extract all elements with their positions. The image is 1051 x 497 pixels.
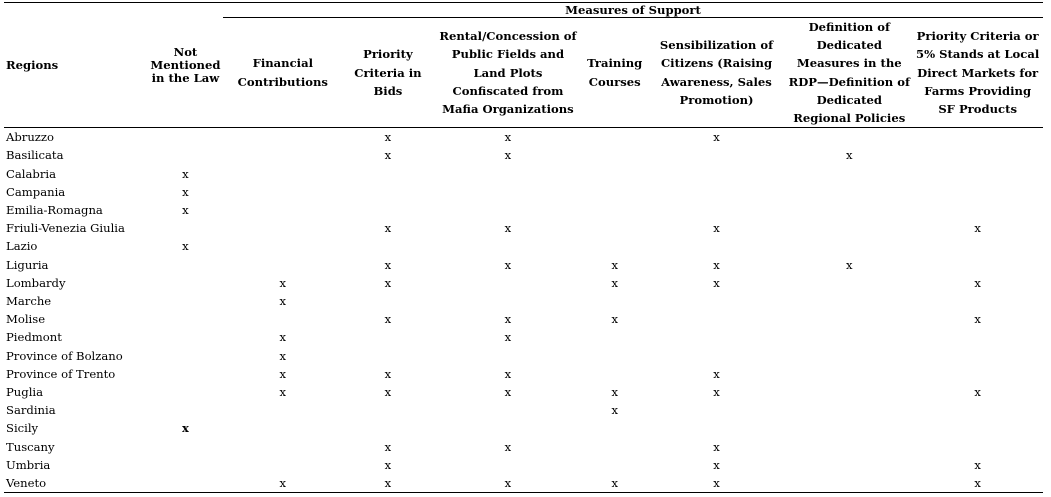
mark-cell: x bbox=[611, 312, 618, 327]
mark-cell bbox=[223, 456, 342, 474]
mark-cell bbox=[786, 438, 912, 456]
mark-cell bbox=[583, 219, 647, 237]
mark-cell bbox=[223, 401, 342, 419]
mark-cell bbox=[148, 328, 223, 346]
mark-cell bbox=[786, 347, 912, 365]
mark-cell: x bbox=[279, 294, 287, 309]
mark-cell: x bbox=[279, 275, 287, 290]
mark-cell bbox=[912, 183, 1043, 201]
mark-cell bbox=[912, 401, 1043, 419]
mark-cell bbox=[912, 201, 1043, 219]
column-header-rental-concession: Rental/Concession of Public Fields and Land Plots Confiscated from Mafia Organizations bbox=[433, 18, 582, 128]
region-cell: Province of Bolzano bbox=[6, 348, 123, 363]
region-cell: Sicily bbox=[6, 421, 39, 436]
mark-cell bbox=[583, 456, 647, 474]
mark-cell bbox=[343, 401, 434, 419]
table-body bbox=[4, 128, 1043, 493]
mark-cell bbox=[433, 401, 582, 419]
mark-cell: x bbox=[279, 330, 287, 345]
table-row bbox=[4, 365, 1043, 383]
region-cell: Emilia-Romagna bbox=[6, 203, 103, 218]
region-cell: Piedmont bbox=[6, 330, 62, 345]
region-cell: Lombardy bbox=[6, 275, 66, 290]
mark-cell bbox=[786, 365, 912, 383]
mark-cell bbox=[223, 438, 342, 456]
mark-cell: x bbox=[504, 439, 512, 454]
mark-cell: x bbox=[504, 385, 512, 400]
mark-cell: x bbox=[713, 457, 720, 472]
mark-cell bbox=[433, 183, 582, 201]
mark-cell: x bbox=[974, 457, 981, 472]
mark-cell bbox=[148, 128, 223, 147]
table-row bbox=[4, 146, 1043, 164]
mark-cell bbox=[583, 419, 647, 437]
table-row bbox=[4, 401, 1043, 419]
mark-cell: x bbox=[912, 474, 1043, 493]
region-cell: Abruzzo bbox=[6, 130, 54, 145]
mark-cell bbox=[223, 237, 342, 255]
mark-cell bbox=[583, 292, 647, 310]
mark-cell: x bbox=[845, 148, 853, 163]
mark-cell bbox=[786, 219, 912, 237]
table-row bbox=[4, 201, 1043, 219]
mark-cell: x bbox=[343, 474, 434, 493]
table-row bbox=[4, 438, 1043, 456]
mark-cell bbox=[583, 183, 647, 201]
mark-cell: x bbox=[279, 385, 287, 400]
mark-cell: x bbox=[182, 203, 189, 218]
mark-cell bbox=[647, 237, 786, 255]
measures-of-support-header: Measures of Support bbox=[223, 3, 1043, 18]
mark-cell bbox=[583, 128, 647, 147]
mark-cell: x bbox=[279, 366, 287, 381]
mark-cell bbox=[148, 401, 223, 419]
region-cell: Campania bbox=[6, 184, 66, 199]
mark-cell: x bbox=[974, 385, 981, 400]
mark-cell bbox=[583, 165, 647, 183]
mark-cell bbox=[912, 419, 1043, 437]
mark-cell bbox=[647, 146, 786, 164]
mark-cell bbox=[912, 328, 1043, 346]
header-row-group bbox=[4, 3, 1043, 18]
mark-cell bbox=[583, 146, 647, 164]
mark-cell bbox=[148, 292, 223, 310]
region-cell: Umbria bbox=[6, 457, 51, 472]
mark-cell: x bbox=[384, 257, 392, 272]
region-cell: Liguria bbox=[6, 257, 49, 272]
mark-cell bbox=[223, 146, 342, 164]
region-cell: Marche bbox=[6, 294, 52, 309]
mark-cell: x bbox=[713, 221, 720, 236]
table-row bbox=[4, 274, 1043, 292]
mark-cell bbox=[223, 419, 342, 437]
mark-cell: x bbox=[504, 366, 512, 381]
mark-cell bbox=[148, 310, 223, 328]
region-cell: Sardinia bbox=[6, 403, 56, 418]
mark-cell bbox=[583, 328, 647, 346]
mark-cell bbox=[433, 237, 582, 255]
mark-cell: x bbox=[713, 130, 720, 145]
mark-cell: x bbox=[713, 385, 720, 400]
mark-cell bbox=[912, 292, 1043, 310]
mark-cell: x bbox=[583, 474, 647, 493]
mark-cell: x bbox=[279, 348, 287, 363]
mark-cell bbox=[148, 219, 223, 237]
mark-cell bbox=[433, 274, 582, 292]
mark-cell bbox=[343, 328, 434, 346]
region-cell: Basilicata bbox=[6, 148, 64, 163]
table-row bbox=[4, 310, 1043, 328]
mark-cell bbox=[786, 401, 912, 419]
mark-cell bbox=[786, 328, 912, 346]
table-row bbox=[4, 128, 1043, 147]
mark-cell: x bbox=[504, 130, 512, 145]
mark-cell: x bbox=[713, 439, 720, 454]
mark-cell bbox=[343, 237, 434, 255]
mark-cell bbox=[148, 365, 223, 383]
mark-cell bbox=[786, 165, 912, 183]
table-row bbox=[4, 219, 1043, 237]
mark-cell: x bbox=[974, 275, 981, 290]
table-row bbox=[4, 256, 1043, 274]
mark-cell: x bbox=[384, 439, 392, 454]
mark-cell: x bbox=[974, 312, 981, 327]
region-cell: Tuscany bbox=[6, 439, 55, 454]
column-header-local-markets: Priority Criteria or 5% Stands at Local Direct Markets for Farms Providing SF Products bbox=[912, 18, 1043, 128]
mark-cell bbox=[343, 347, 434, 365]
mark-cell: x bbox=[974, 221, 981, 236]
mark-cell bbox=[647, 328, 786, 346]
mark-cell: x bbox=[611, 257, 618, 272]
mark-cell bbox=[786, 419, 912, 437]
mark-cell bbox=[583, 347, 647, 365]
mark-cell bbox=[647, 292, 786, 310]
mark-cell bbox=[786, 383, 912, 401]
mark-cell: x bbox=[433, 474, 582, 493]
mark-cell bbox=[786, 183, 912, 201]
mark-cell bbox=[647, 201, 786, 219]
mark-cell bbox=[148, 438, 223, 456]
mark-cell: x bbox=[181, 421, 189, 436]
mark-cell: x bbox=[647, 474, 786, 493]
mark-cell: x bbox=[223, 474, 342, 493]
mark-cell bbox=[343, 419, 434, 437]
mark-cell: x bbox=[504, 257, 512, 272]
table-row bbox=[4, 419, 1043, 437]
mark-cell: x bbox=[713, 366, 720, 381]
support-measures-table bbox=[4, 2, 1043, 493]
mark-cell: x bbox=[384, 275, 392, 290]
column-header-not-mentioned: Not Mentioned in the Law bbox=[148, 3, 223, 128]
mark-cell: x bbox=[845, 257, 853, 272]
mark-cell: x bbox=[182, 239, 189, 254]
mark-cell: x bbox=[384, 366, 392, 381]
support-measures-table-container bbox=[4, 2, 1043, 493]
mark-cell bbox=[647, 183, 786, 201]
mark-cell bbox=[647, 401, 786, 419]
mark-cell bbox=[223, 256, 342, 274]
mark-cell bbox=[786, 201, 912, 219]
table-row bbox=[4, 165, 1043, 183]
column-header-sensibilization: Sensibilization of Citizens (Raising Awareness, Sales Promotion) bbox=[647, 18, 786, 128]
column-header-financial-contributions: Financial Contributions bbox=[223, 18, 342, 128]
region-cell: Friuli-Venezia Giulia bbox=[6, 221, 125, 236]
table-row bbox=[4, 237, 1043, 255]
mark-cell: x bbox=[384, 148, 392, 163]
mark-cell bbox=[786, 128, 912, 147]
mark-cell bbox=[433, 419, 582, 437]
mark-cell bbox=[343, 165, 434, 183]
region-cell: Lazio bbox=[6, 239, 38, 254]
mark-cell bbox=[786, 456, 912, 474]
mark-cell bbox=[583, 365, 647, 383]
mark-cell: x bbox=[504, 221, 512, 236]
mark-cell: x bbox=[713, 275, 720, 290]
table-row bbox=[4, 328, 1043, 346]
mark-cell bbox=[912, 128, 1043, 147]
mark-cell bbox=[148, 274, 223, 292]
mark-cell: x bbox=[384, 221, 392, 236]
table-row bbox=[4, 383, 1043, 401]
region-cell: Puglia bbox=[6, 385, 44, 400]
mark-cell bbox=[583, 438, 647, 456]
mark-cell bbox=[223, 219, 342, 237]
mark-cell bbox=[647, 347, 786, 365]
mark-cell bbox=[583, 237, 647, 255]
mark-cell bbox=[148, 146, 223, 164]
mark-cell bbox=[148, 383, 223, 401]
mark-cell bbox=[433, 456, 582, 474]
mark-cell: x bbox=[611, 403, 618, 418]
column-header-priority-criteria-bids: Priority Criteria in Bids bbox=[343, 18, 434, 128]
column-header-training-courses: Training Courses bbox=[583, 18, 647, 128]
mark-cell bbox=[223, 128, 342, 147]
table-row bbox=[4, 474, 1043, 493]
mark-cell bbox=[912, 438, 1043, 456]
mark-cell bbox=[433, 292, 582, 310]
mark-cell bbox=[148, 456, 223, 474]
mark-cell: x bbox=[504, 312, 512, 327]
mark-cell: x bbox=[611, 275, 618, 290]
regions-header: Regions bbox=[4, 3, 148, 128]
mark-cell bbox=[647, 310, 786, 328]
region-cell: Calabria bbox=[6, 166, 56, 181]
mark-cell bbox=[433, 165, 582, 183]
mark-cell bbox=[786, 274, 912, 292]
mark-cell bbox=[433, 347, 582, 365]
mark-cell bbox=[148, 347, 223, 365]
mark-cell bbox=[148, 256, 223, 274]
mark-cell bbox=[343, 183, 434, 201]
mark-cell bbox=[786, 292, 912, 310]
mark-cell bbox=[223, 165, 342, 183]
mark-cell bbox=[223, 201, 342, 219]
mark-cell bbox=[786, 474, 912, 493]
mark-cell: x bbox=[611, 385, 618, 400]
mark-cell: x bbox=[384, 312, 392, 327]
mark-cell bbox=[912, 256, 1043, 274]
mark-cell bbox=[912, 165, 1043, 183]
mark-cell bbox=[343, 201, 434, 219]
mark-cell bbox=[148, 474, 223, 493]
mark-cell: x bbox=[384, 130, 392, 145]
mark-cell: x bbox=[384, 457, 392, 472]
mark-cell bbox=[912, 146, 1043, 164]
mark-cell bbox=[912, 365, 1043, 383]
region-cell: Veneto bbox=[4, 474, 148, 493]
mark-cell bbox=[912, 237, 1043, 255]
mark-cell bbox=[647, 165, 786, 183]
mark-cell: x bbox=[182, 166, 189, 181]
mark-cell bbox=[433, 201, 582, 219]
table-row bbox=[4, 292, 1043, 310]
region-cell: Province of Trento bbox=[6, 366, 116, 381]
mark-cell bbox=[786, 237, 912, 255]
column-header-dedicated-measures: Definition of Dedicated Measures in the RDP—Definition of Dedicated Regional Policies bbox=[786, 18, 912, 128]
mark-cell: x bbox=[504, 330, 512, 345]
mark-cell: x bbox=[182, 184, 189, 199]
mark-cell bbox=[223, 310, 342, 328]
table-row bbox=[4, 347, 1043, 365]
mark-cell bbox=[223, 183, 342, 201]
table-row bbox=[4, 183, 1043, 201]
mark-cell bbox=[647, 419, 786, 437]
mark-cell bbox=[912, 347, 1043, 365]
mark-cell bbox=[786, 310, 912, 328]
mark-cell bbox=[343, 292, 434, 310]
mark-cell: x bbox=[504, 148, 512, 163]
mark-cell: x bbox=[713, 257, 720, 272]
mark-cell: x bbox=[384, 385, 392, 400]
region-cell: Molise bbox=[6, 312, 46, 327]
table-row bbox=[4, 456, 1043, 474]
mark-cell bbox=[583, 201, 647, 219]
